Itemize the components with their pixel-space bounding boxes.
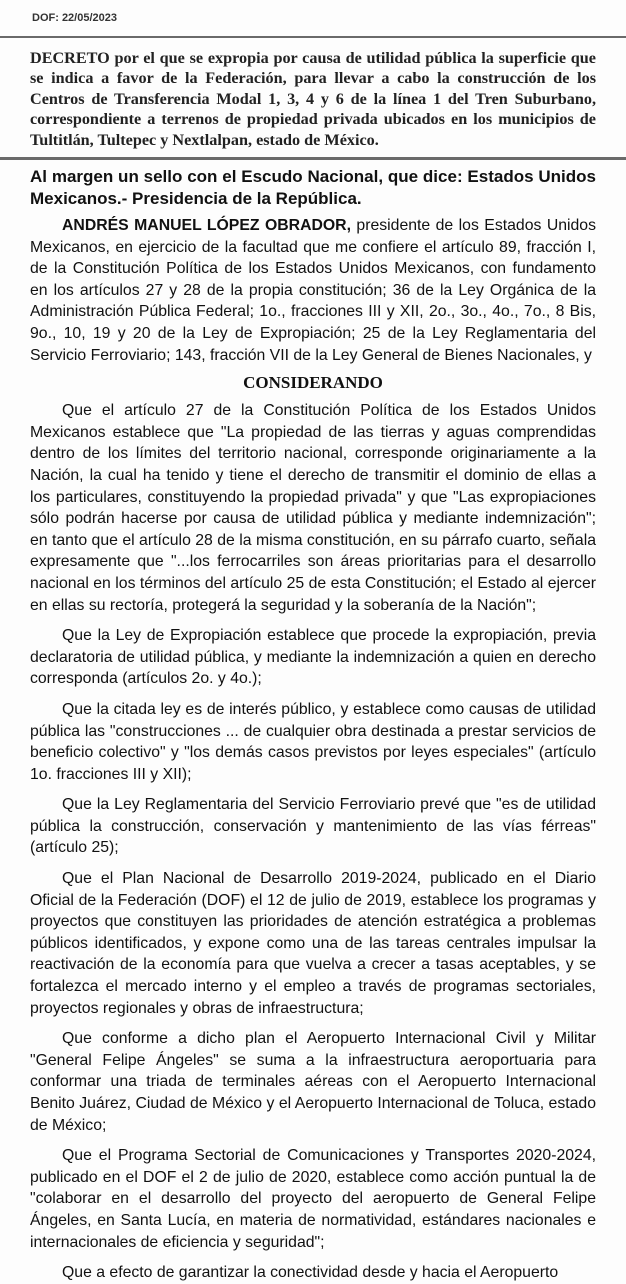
- considerando-paragraph: Que la citada ley es de interés público, y establece como causas de utilidad pública las "construcciones ... de cualquier obra destinada a prestar servicios de beneficio colectivo" y "los demás casos previstos por leyes especiales" (artículo 1o. fracciones III y XII);: [30, 700, 596, 783]
- president-name: ANDRÉS MANUEL LÓPEZ OBRADOR,: [62, 217, 351, 235]
- considerando-paragraph: Que el Programa Sectorial de Comunicaciones y Transportes 2020-2024, publicado en el DOF el 2 de julio de 2020, establece como acción puntual la de "colaborar en el desarrollo del proyecto del aeropuerto de General Felipe Ángeles, en Santa Lucía, en materia de normatividad, estándares nacionales e internacionales de eficiencia y seguridad";: [30, 1147, 596, 1251]
- considerando-paragraph: Que a efecto de garantizar la conectividad desde y hacia el Aeropuerto: [62, 1264, 559, 1282]
- seal-note: Al margen un sello con el Escudo Nacional, que dice: Estados Unidos Mexicanos.- Presidencia de la República.: [30, 167, 596, 209]
- considerando-paragraph: Que el artículo 27 de la Constitución Política de los Estados Unidos Mexicanos establece que "La propiedad de las tierras y aguas comprendidas dentro de los límites del territorio nacional, corresponde originariamente a la Nación, la cual ha tenido y tiene el derecho de transmitir el dominio de ellas a los particulares, constituyendo la propiedad privada" y que "Las expropiaciones sólo podrán hacerse por causa de utilidad pública y mediante indemnización"; en tanto que el artículo 28 de la misma constitución, en su párrafo cuarto, señala expresamente que "...los ferrocarriles son áreas prioritarias para el desarrollo nacional en los términos del artículo 25 de esta Constitución; el Estado al ejercer en ellas su rectoría, protegerá la seguridad y la soberanía de la Nación";: [30, 402, 596, 614]
- document-body: [30, 215, 596, 1284]
- considerando-paragraph: Que la Ley Reglamentaria del Servicio Ferroviario prevé que "es de utilidad pública la construcción, conservación y mantenimiento de las vías férreas" (artículo 25);: [30, 796, 596, 857]
- intro-paragraph: [30, 215, 596, 366]
- dof-date-header: DOF: 22/05/2023: [32, 12, 117, 24]
- considerando-paragraph: Que el Plan Nacional de Desarrollo 2019-2024, publicado en el Diario Oficial de la Federación (DOF) el 12 de julio de 2019, establece los programas y proyectos que constituyen las prioridades de atención estratégica a problemas públicos identificados, y expone como una de las tareas centrales impulsar la reactivación de la economía para que vuelva a crecer a tasas aceptables, y se fortalezca el mercado interno y el empleo a través de programas sectoriales, proyectos regionales y obras de infraestructura;: [30, 870, 596, 1017]
- intro-text: presidente de los Estados Unidos Mexicanos, en ejercicio de la facultad que me confiere el artículo 89, fracción I, de la Constitución Política de los Estados Unidos Mexicanos, con fundamento en los artículos 27 y 28 de la propia constitución; 36 de la Ley Orgánica de la Administración Pública Federal; 1o., fracciones III y XII, 2o., 3o., 4o., 7o., 8 Bis, 9o., 10, 19 y 20 de la Ley de Expropiación; 25 de la Ley Reglamentaria del Servicio Ferroviario; 143, fracción VII de la Ley General de Bienes Nacionales, y: [30, 217, 596, 364]
- header-divider: [0, 36, 626, 38]
- title-divider: [0, 157, 626, 160]
- decreto-title: DECRETO por el que se expropia por causa de utilidad pública la superficie que se indica a favor de la Federación, para llevar a cabo la construcción de los Centros de Transferencia Modal 1, 3, 4 y 6 de la línea 1 del Tren Suburbano, correspondiente a terrenos de propiedad privada ubicados en los municipios de Tultitlán, Tultepec y Nextlalpan, estado de México.: [30, 49, 596, 149]
- considerando-heading: CONSIDERANDO: [243, 373, 383, 393]
- considerando-paragraph: Que conforme a dicho plan el Aeropuerto Internacional Civil y Militar "General Felipe Ángeles" se suma a la infraestructura aeroportuaria para conformar una triada de terminales aéreas con el Aeropuerto Internacional Benito Juárez, Ciudad de México y el Aeropuerto Internacional de Toluca, estado de México;: [30, 1030, 596, 1134]
- considerando-paragraph: Que la Ley de Expropiación establece que procede la expropiación, previa declaratoria de utilidad pública, y mediante la indemnización a quien en derecho corresponda (artículos 2o. y 4o.);: [30, 627, 596, 688]
